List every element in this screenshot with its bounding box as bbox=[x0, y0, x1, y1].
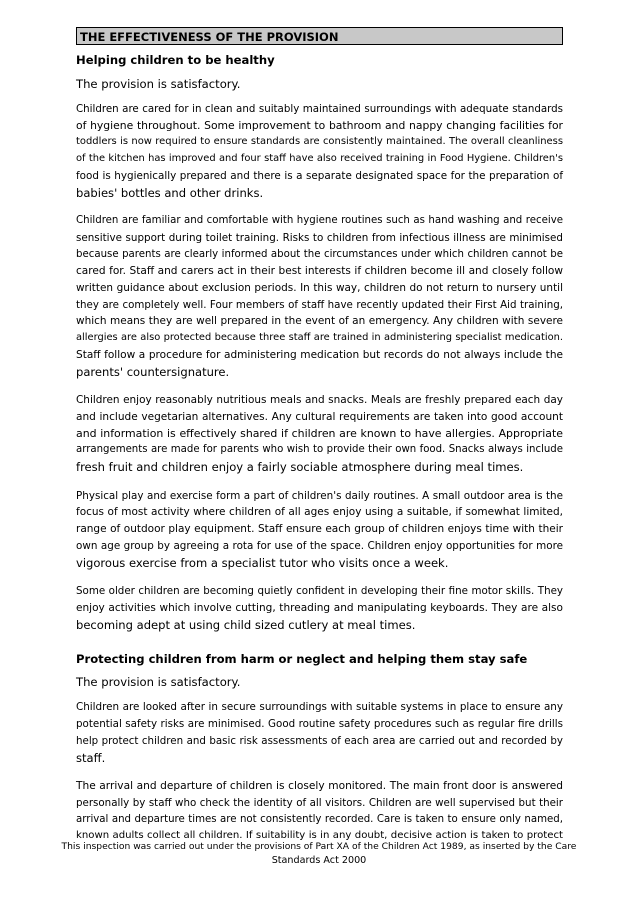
text-line: of hygiene throughout. Some improvement to bathroom and nappy changing facilities for bbox=[76, 118, 563, 132]
text-line: range of outdoor play equipment. Staff ensure each group of children enjoys time with their bbox=[76, 523, 563, 536]
text-line: Children are cared for in clean and suitably maintained surroundings with adequate standards bbox=[76, 103, 563, 115]
healthy-paragraph-5 bbox=[76, 583, 563, 633]
text-line: allergies are also protected because three staff are trained in administering specialist medication. bbox=[76, 332, 563, 344]
text-line: Children are familiar and comfortable with hygiene routines such as hand washing and receive bbox=[76, 215, 563, 227]
document-page bbox=[76, 27, 563, 845]
text-line: parents' countersignature. bbox=[76, 364, 230, 379]
text-line: becoming adept at using child sized cutlery at meal times. bbox=[76, 617, 416, 632]
text-line: sensitive support during toilet training. Risks to children from infectious illness are minimised bbox=[76, 231, 563, 244]
text-line: toddlers is now required to ensure standards are consistently maintained. The overall cleanliness bbox=[76, 136, 563, 148]
safe-heading: Protecting children from harm or neglect and helping them stay safe bbox=[76, 652, 528, 667]
text-line: which means they are well prepared in the event of an emergency. Any children with severe bbox=[76, 315, 563, 328]
text-line: Some older children are becoming quietly confident in developing their fine motor skills. They bbox=[76, 585, 563, 598]
text-line: and information is effectively shared if children are known to have allergies. Appropriate bbox=[76, 426, 563, 440]
safe-paragraph-1 bbox=[76, 699, 563, 766]
healthy-heading: Helping children to be healthy bbox=[76, 53, 275, 67]
text-line: Physical play and exercise form a part of children's daily routines. A small outdoor area is the bbox=[76, 489, 563, 502]
safe-judgement: The provision is satisfactory. bbox=[76, 675, 241, 690]
text-line: arrival and departure times are not consistently recorded. Care is taken to ensure only named, bbox=[76, 813, 563, 825]
text-line: arrangements are made for parents who wish to provide their own food. Snacks always include bbox=[76, 444, 563, 456]
text-line: of the kitchen has improved and four staff have also received training in Food Hygiene. Children's bbox=[76, 153, 563, 165]
text-line: written guidance about exclusion periods. In this way, children do not return to nursery until bbox=[76, 282, 563, 295]
text-line: focus of most activity where children of all ages enjoy using a suitable, if somewhat limited, bbox=[76, 506, 563, 519]
text-line: known adults collect all children. If suitability is in any doubt, decisive action is taken to protect bbox=[76, 830, 563, 842]
healthy-paragraph-3 bbox=[76, 392, 563, 476]
text-line: own age group by agreeing a rota for use of the space. Children enjoy opportunities for more bbox=[76, 539, 563, 552]
healthy-judgement: The provision is satisfactory. bbox=[76, 77, 241, 91]
text-line: enjoy activities which involve cutting, threading and manipulating keyboards. They are also bbox=[76, 601, 563, 614]
text-line: because parents are clearly informed about the circumstances under which children cannot be bbox=[76, 248, 563, 260]
text-line: The arrival and departure of children is closely monitored. The main front door is answered bbox=[76, 779, 563, 793]
text-line: potential safety risks are minimised. Good routine safety procedures such as regular fire drills bbox=[76, 718, 563, 731]
text-line: Children are looked after in secure surroundings with suitable systems in place to ensure any bbox=[76, 701, 563, 714]
healthy-paragraph-4 bbox=[76, 488, 563, 572]
text-line: staff. bbox=[76, 750, 106, 765]
text-line: food is hygienically prepared and there is a separate designated space for the preparation of bbox=[76, 169, 563, 182]
text-line: cared for. Staff and carers act in their best interests if children become ill and closely follow bbox=[76, 265, 563, 278]
text-line: they are completely well. Four members of staff have recently updated their First Aid training, bbox=[76, 298, 563, 311]
text-line: help protect children and basic risk assessments of each area are carried out and recorded by bbox=[76, 734, 563, 747]
text-line: Children enjoy reasonably nutritious meals and snacks. Meals are freshly prepared each day bbox=[76, 394, 563, 407]
footer-line: Standards Act 2000 bbox=[271, 855, 367, 866]
footer-line: This inspection was carried out under the provisions of Part XA of the Children Act 1989, as inserted by the Care bbox=[61, 841, 577, 852]
safe-paragraph-2 bbox=[76, 778, 563, 845]
page-footer bbox=[60, 840, 578, 868]
healthy-paragraph-2 bbox=[76, 213, 563, 380]
text-line: babies' bottles and other drinks. bbox=[76, 185, 264, 200]
text-line: fresh fruit and children enjoy a fairly sociable atmosphere during meal times. bbox=[76, 460, 524, 475]
text-line: and include vegetarian alternatives. Any cultural requirements are taken into good account bbox=[76, 410, 563, 423]
section-title-bar: THE EFFECTIVENESS OF THE PROVISION bbox=[76, 27, 563, 45]
text-line: personally by staff who check the identity of all visitors. Children are well supervised but their bbox=[76, 796, 563, 809]
healthy-paragraph-1 bbox=[76, 101, 563, 201]
text-line: vigorous exercise from a specialist tutor who visits once a week. bbox=[76, 555, 449, 570]
text-line: Staff follow a procedure for administering medication but records do not always include the bbox=[76, 348, 563, 361]
